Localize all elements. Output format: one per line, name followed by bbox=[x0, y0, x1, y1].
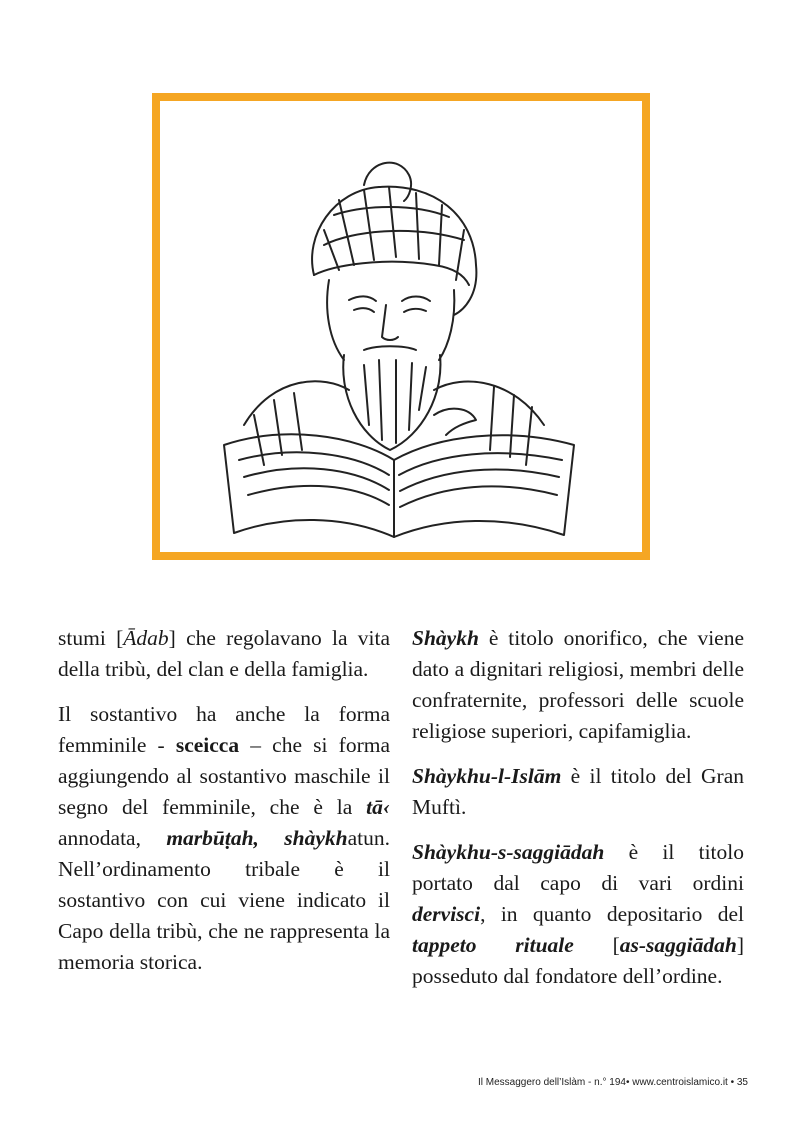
right-paragraph-1 bbox=[412, 623, 744, 747]
text-run: è titolo onorifico, che viene dato a dignitari religiosi, membri delle confraternite, professori delle scuole religiose superiori, capifamiglia. bbox=[412, 626, 744, 743]
text-run: – che si forma aggiungendo al sostantivo maschile il segno del femminile, che è la bbox=[58, 733, 390, 819]
left-paragraph-2 bbox=[58, 699, 390, 978]
text-run: [ bbox=[573, 933, 620, 957]
turbaned-scholar-illustration bbox=[164, 105, 638, 548]
bold-italic-term: dervisci bbox=[412, 902, 481, 926]
left-column bbox=[58, 623, 390, 992]
text-run: stumi [ bbox=[58, 626, 124, 650]
right-paragraph-3 bbox=[412, 837, 744, 992]
bold-italic-term: Shàykhu-s-saggiādah bbox=[412, 840, 605, 864]
text-run: atun. Nell’ordinamento tribale è il sostantivo con cui viene indicato il Capo della tribù, che ne rappresenta la memoria storica. bbox=[58, 826, 390, 974]
page-footer: Il Messaggero dell’Islàm - n.° 194• www.centroislamico.it • 35 bbox=[478, 1077, 748, 1088]
bold-italic-term: Shàykhu-l-Islām bbox=[412, 764, 562, 788]
bold-italic-term: tappeto rituale bbox=[412, 933, 574, 957]
illustration-frame bbox=[152, 93, 650, 560]
bold-italic-term: Shàykh bbox=[412, 626, 479, 650]
text-run: è il titolo del Gran Muftì. bbox=[412, 764, 744, 819]
right-column bbox=[412, 623, 744, 1006]
text-run: Il sostantivo ha anche la forma femminile - bbox=[58, 702, 390, 757]
italic-term: Ādab bbox=[123, 626, 169, 650]
bold-italic-term: marbūṭah, shàykh bbox=[166, 826, 348, 850]
bold-italic-term: tā‹ bbox=[366, 795, 390, 819]
text-run: , in quanto depositario del bbox=[480, 902, 744, 926]
left-paragraph-1 bbox=[58, 623, 390, 685]
bold-term: sceicca bbox=[175, 733, 240, 757]
bold-italic-term: as-saggiādah bbox=[619, 933, 737, 957]
text-run: annodata, bbox=[58, 826, 167, 850]
text-run: ] che regolavano la vita della tribù, del clan e della famiglia. bbox=[58, 626, 390, 681]
text-run: è il titolo portato dal capo di vari ordini bbox=[412, 840, 744, 895]
text-run: ] posseduto dal fondatore dell’ordine. bbox=[412, 933, 744, 988]
right-paragraph-2 bbox=[412, 761, 744, 823]
